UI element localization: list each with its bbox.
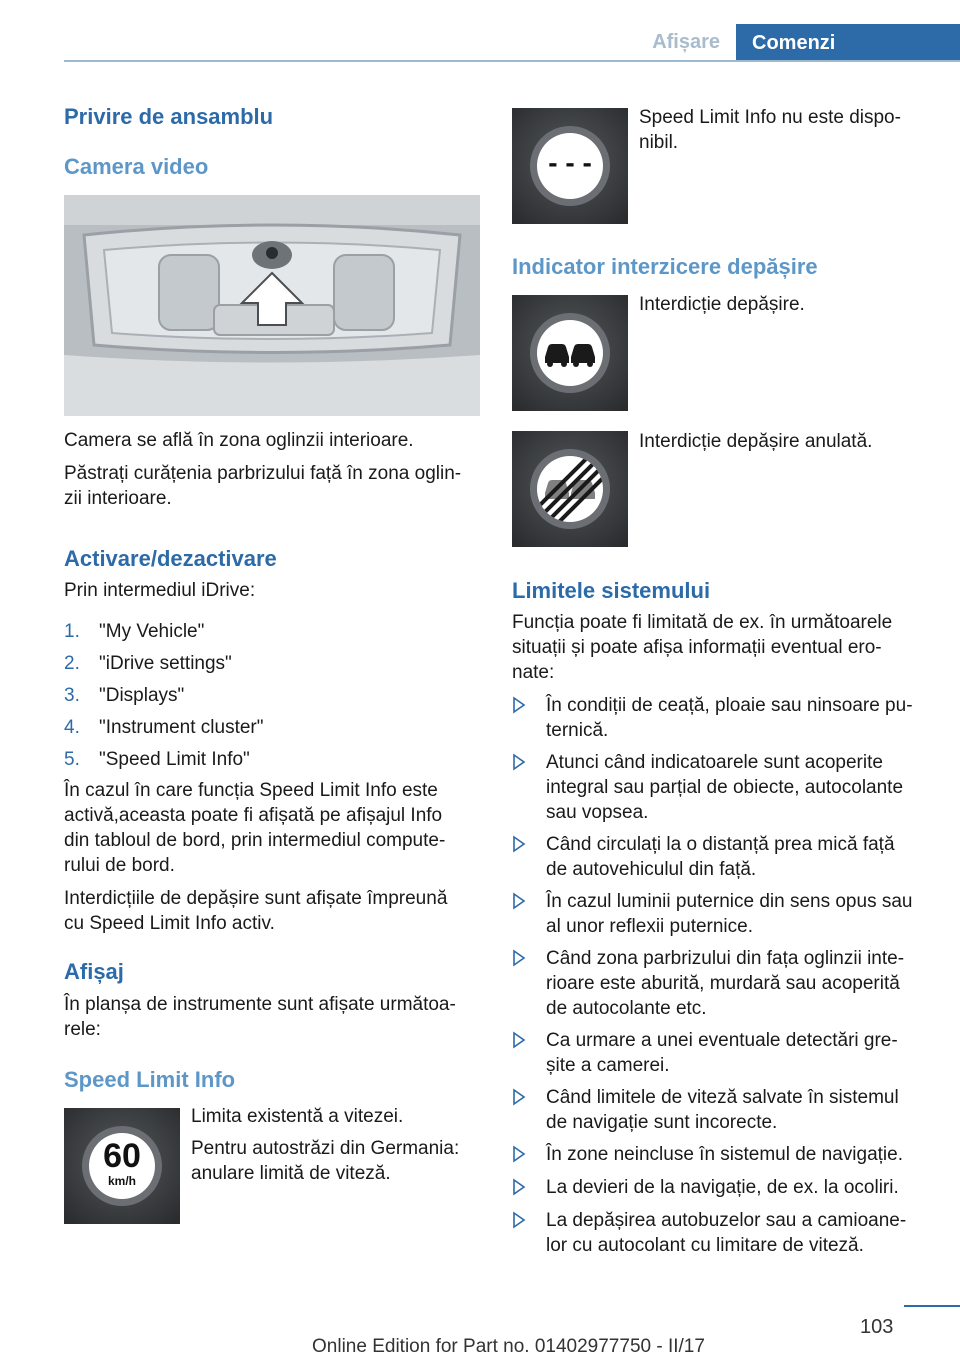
activation-heading: Activare/dezactivare — [64, 546, 277, 571]
text-line: rului de bord. — [64, 855, 175, 876]
speed-limit-sign-icon — [64, 1108, 180, 1224]
camera-heading: Camera video — [64, 154, 209, 179]
text-line: activă,aceasta poate fi afișată pe afișajul Info — [64, 805, 443, 826]
list-item — [512, 693, 932, 750]
limits-heading: Limitele sistemului — [512, 578, 711, 603]
text-line: Pentru autostrăzi din Germania: — [191, 1138, 460, 1159]
step-text: "Displays" — [99, 685, 185, 706]
camera-clean-text-1: Păstrați curățenia parbrizului față în zona oglin- — [64, 463, 462, 484]
text-line: anulare limită de viteză. — [191, 1163, 391, 1184]
text-line: În cazul în care funcția Speed Limit Info este — [64, 780, 438, 801]
display-heading: Afișaj — [64, 959, 124, 984]
list-item — [64, 619, 484, 651]
list-item — [64, 651, 484, 683]
limits-intro — [512, 610, 942, 685]
text-line: Atunci când indicatoarele sunt acoperite — [546, 752, 883, 773]
bullet-triangle-icon — [512, 835, 526, 853]
text-line: rele: — [64, 1019, 101, 1040]
bullet-triangle-icon — [512, 949, 526, 967]
text-line: În cazul luminii puternice din sens opus sau — [546, 891, 913, 912]
page-number: 103 — [860, 1316, 894, 1338]
camera-location-text: Camera se află în zona oglinzii interioare. — [64, 430, 414, 451]
na-sign-dashes: - - - — [548, 147, 592, 178]
overtaking-allowed-text: Interdicție depășire anulată. — [639, 431, 873, 452]
list-item — [512, 1028, 932, 1085]
text-line: cu Speed Limit Info activ. — [64, 913, 275, 934]
text-line: ternică. — [546, 720, 609, 741]
list-item — [512, 889, 932, 946]
camera-clean-text-2: zii interioare. — [64, 488, 172, 509]
text-line: La depășirea autobuzelor sau a camioane- — [546, 1210, 907, 1231]
text-line: În zone neincluse în sistemul de navigație. — [546, 1144, 903, 1165]
text-line: rioare este aburită, murdară sau acoperită — [546, 973, 900, 994]
sli-active-paragraph — [64, 778, 484, 878]
text-line: Când limitele de viteză salvate în sistemul — [546, 1087, 899, 1108]
list-item — [512, 1142, 932, 1175]
bullet-triangle-icon — [512, 1031, 526, 1049]
step-number: 4. — [64, 717, 80, 738]
step-number: 2. — [64, 653, 80, 674]
text-line: În condiții de ceață, ploaie sau ninsoare pu- — [546, 695, 913, 716]
text-line: Speed Limit Info nu este dispo- — [639, 107, 901, 128]
bullet-triangle-icon — [512, 1088, 526, 1106]
step-number: 5. — [64, 749, 80, 770]
list-item — [64, 715, 484, 747]
speed-unit: km/h — [107, 1174, 136, 1188]
overtake-info-paragraph — [64, 886, 484, 936]
footer-rule — [904, 1305, 960, 1307]
text-line: șite a camerei. — [546, 1055, 670, 1076]
no-overtaking-text: Interdicție depășire. — [639, 294, 805, 315]
sli-unavailable-sign-icon — [512, 108, 628, 224]
bullet-triangle-icon — [512, 696, 526, 714]
text-line: Când circulați la o distanță prea mică față — [546, 834, 895, 855]
overview-heading: Privire de ansamblu — [64, 104, 274, 129]
text-line: Ca urmare a unei eventuale detectări gre- — [546, 1030, 898, 1051]
list-item — [512, 832, 932, 889]
sli-existing-limit-text: Limita existentă a vitezei. — [191, 1106, 404, 1127]
list-item — [512, 1175, 932, 1208]
edition-footer: Online Edition for Part no. 01402977750 - II/17 — [312, 1336, 705, 1357]
sli-heading: Speed Limit Info — [64, 1067, 236, 1092]
text-line: din tabloul de bord, prin intermediul compute- — [64, 830, 446, 851]
step-number: 1. — [64, 621, 80, 642]
step-text: "Speed Limit Info" — [99, 749, 250, 770]
text-line: Când zona parbrizului din fața oglinzii inte- — [546, 948, 905, 969]
text-line: de navigație sunt incorecte. — [546, 1112, 778, 1133]
text-line: nibil. — [639, 132, 679, 153]
step-text: "iDrive settings" — [99, 653, 232, 674]
text-line: situații și poate afișa informații eventual ero- — [512, 637, 882, 658]
no-overtaking-sign-icon — [512, 295, 628, 411]
text-line: integral sau parțial de obiecte, autocolante — [546, 777, 904, 798]
sli-motorway-text — [191, 1136, 481, 1186]
list-item — [512, 1208, 932, 1265]
activation-steps — [64, 619, 484, 779]
step-text: "Instrument cluster" — [99, 717, 264, 738]
list-item — [64, 683, 484, 715]
bullet-triangle-icon — [512, 753, 526, 771]
text-line: nate: — [512, 662, 555, 683]
text-line: Funcția poate fi limitată de ex. în următoarele — [512, 612, 893, 633]
activation-intro: Prin intermediul iDrive: — [64, 580, 256, 601]
bullet-triangle-icon — [512, 1145, 526, 1163]
text-line: de autocolante etc. — [546, 998, 707, 1019]
text-line: La devieri de la navigație, de ex. la ocoliri. — [546, 1177, 899, 1198]
display-paragraph — [64, 992, 484, 1042]
text-line: lor cu autocolant cu limitare de viteză. — [546, 1235, 864, 1256]
overtake-heading: Indicator interzicere depășire — [512, 254, 818, 279]
tab-comenzi[interactable]: Comenzi — [736, 24, 960, 62]
limits-list — [512, 693, 932, 1265]
list-item — [512, 750, 932, 832]
camera-illustration — [64, 195, 480, 416]
bullet-triangle-icon — [512, 1178, 526, 1196]
tab-afisare[interactable]: Afișare — [652, 30, 720, 53]
text-line: de autovehiculul din față. — [546, 859, 757, 880]
text-line: Interdicțiile de depășire sunt afișate împreună — [64, 888, 448, 909]
bullet-triangle-icon — [512, 892, 526, 910]
sli-unavailable-text — [639, 105, 939, 155]
text-line: sau vopsea. — [546, 802, 649, 823]
step-text: "My Vehicle" — [99, 621, 205, 642]
list-item — [512, 946, 932, 1028]
speed-value: 60 — [103, 1137, 141, 1175]
list-item — [64, 747, 484, 779]
bullet-triangle-icon — [512, 1211, 526, 1229]
text-line: al unor reflexii puternice. — [546, 916, 753, 937]
overtaking-allowed-sign-icon — [512, 431, 628, 547]
step-number: 3. — [64, 685, 80, 706]
text-line: În planșa de instrumente sunt afișate următoa- — [64, 994, 456, 1015]
header-rule — [64, 60, 960, 62]
list-item — [512, 1085, 932, 1142]
